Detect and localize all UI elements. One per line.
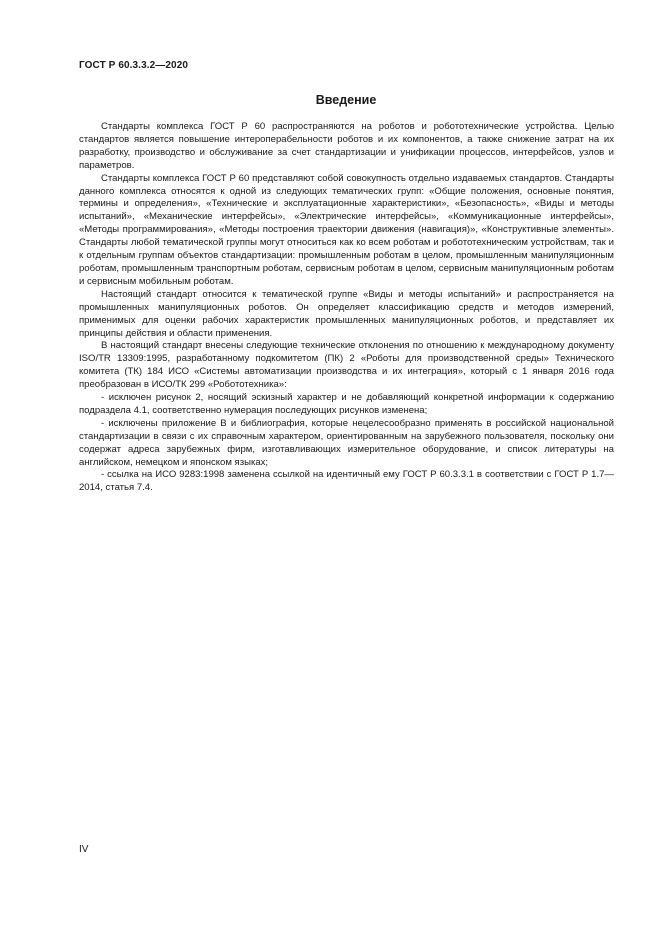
page-number: IV — [79, 844, 89, 855]
deviation-item: - исключены приложение В и библиография, которые нецелесообразно применять в российской национальной стандартизации в связи с их справочным характером, ориентированным на зарубежного пользователя, поскольку они содержат адреса зарубежных фирм, изготавливающих измерительное оборудование, и список литературы на английском, немецком и японском языках; — [79, 417, 614, 468]
paragraph-scope: Стандарты комплекса ГОСТ Р 60 распространяются на роботов и робототехнические устройства. Целью стандартов является повышение интероперабельности роботов и их компонентов, а также снижение затрат на их разработку, производство и обслуживание за счет стандартизации и унификации процессов, интерфейсов, узлов и параметров. — [79, 121, 614, 171]
document-body — [79, 121, 614, 495]
paragraph-series-structure: Стандарты комплекса ГОСТ Р 60 представляют собой совокупность отдельно издаваемых стандартов. Стандарты данного комплекса относятся к одной из следующих тематических групп: «Общие положения, основные понятия, термины и определения», «Технические и эксплуатационные характеристики», «Безопасность», «Виды и методы испытаний», «Механические интерфейсы», «Электрические интерфейсы», «Коммуникационные интерфейсы», «Методы программирования», «Методы построения траектории движения (навигация)», «Конструктивные элементы». Стандарты любой тематической группы могут относиться как ко всем роботам и робототехническим устройствам, так и к отдельным группам объектов стандартизации: промышленным роботам в целом, промышленным манипуляционным роботам, промышленным транспортным роботам, сервисным роботам в целом, сервисным манипуляционным роботам и сервисным мобильным роботам. — [79, 172, 614, 287]
deviation-item: - ссылка на ИСО 9283:1998 заменена ссылкой на идентичный ему ГОСТ Р 60.3.3.1 в соответствии с ГОСТ Р 1.7—2014, статья 7.4. — [79, 469, 614, 494]
section-title: Введение — [315, 93, 377, 107]
paragraph-technical-deviations: В настоящий стандарт внесены следующие технические отклонения по отношению к международному документу ISO/TR 13309:1995, разработанному подкомитетом (ПК) 2 «Роботы для производственной среды» Технического комитета (ТК) 184 ИСО «Системы автоматизации производства и их интеграция», который с 1 января 2016 года преобразован в ИСО/ТК 299 «Робототехника»: — [79, 340, 614, 391]
paragraph-standard-applicability: Настоящий стандарт относится к тематической группе «Виды и методы испытаний» и распространяется на промышленных манипуляционных роботов. Он определяет классификацию средств и методов измерений, применимых для оценки рабочих характеристик промышленных манипуляционных роботов, и представляет их принципы действия и области применения. — [79, 288, 614, 339]
document-code: ГОСТ Р 60.3.3.2—2020 — [79, 60, 189, 71]
deviation-item: - исключен рисунок 2, носящий эскизный характер и не добавляющий конкретной информации к содержанию подраздела 4.1, соответственно нумерация последующих рисунков изменена; — [79, 392, 614, 416]
